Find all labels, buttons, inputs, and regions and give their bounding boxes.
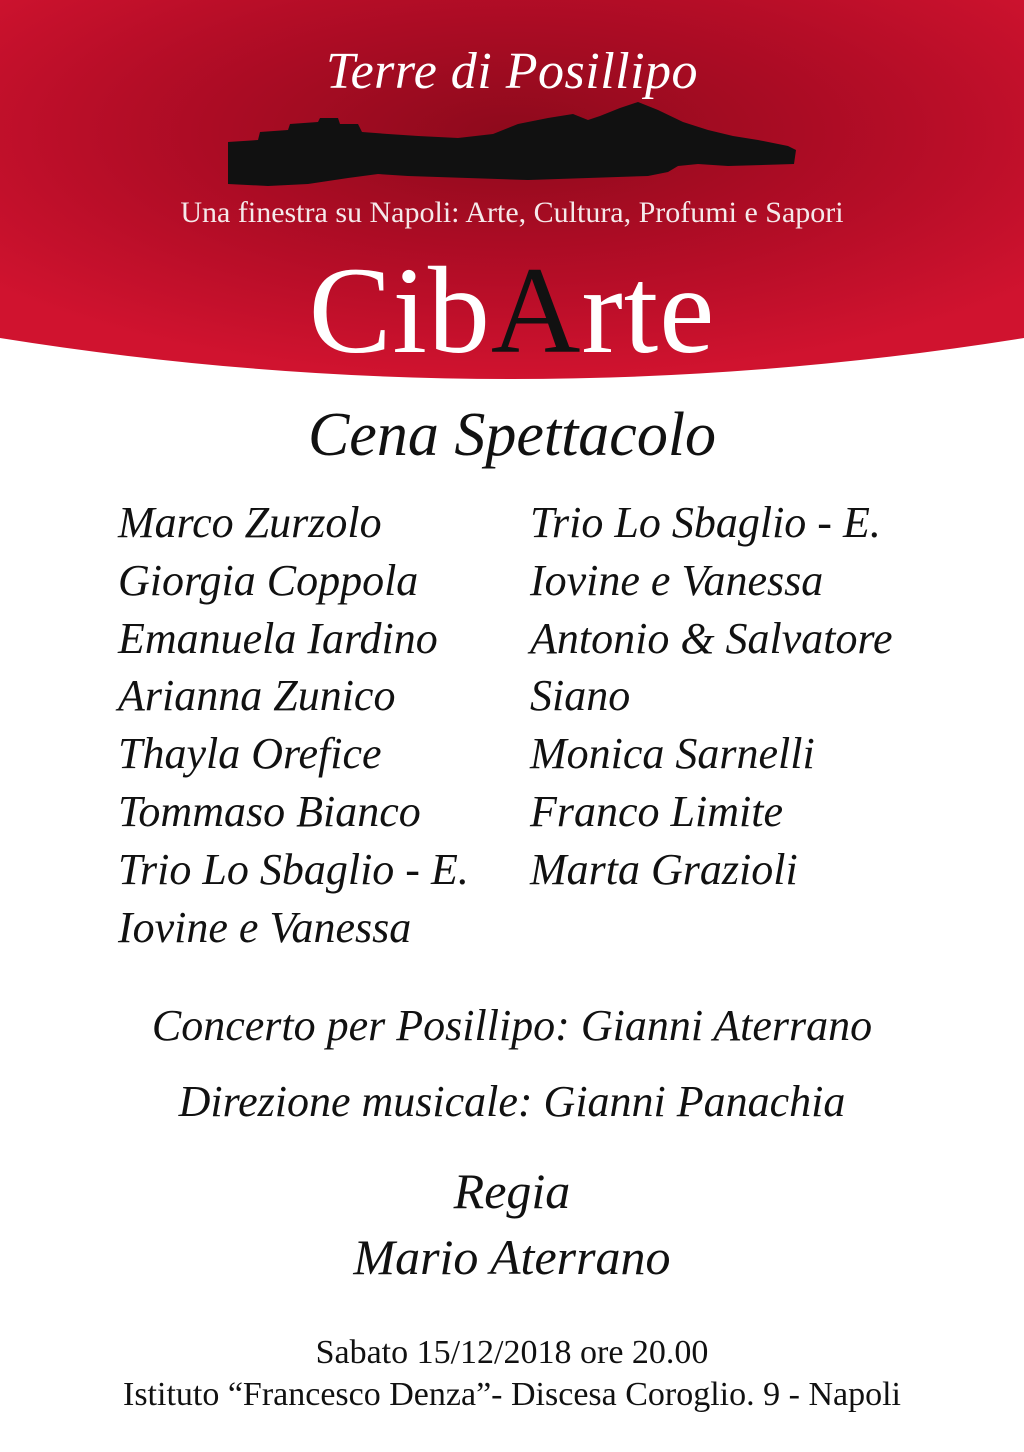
subtitle: Cena Spettacolo <box>307 401 717 469</box>
event-venue: Istituto “Francesco Denza”- Discesa Coroglio. 9 - Napoli <box>123 1376 901 1413</box>
performer-name: Giorgia Coppola <box>118 555 419 605</box>
performer-name: Tommaso Bianco <box>118 786 421 836</box>
performer-name: Arianna Zunico <box>118 671 396 721</box>
performers-left-column <box>118 494 518 956</box>
performer-name: Iovine e Vanessa <box>530 555 824 605</box>
performer-name: Marta Grazioli <box>530 844 798 894</box>
brand-title: Terre di Posillipo <box>325 43 699 100</box>
title-part-2: rte <box>581 242 716 379</box>
performer-name: Iovine e Vanessa <box>118 902 412 952</box>
performer-name: Trio Lo Sbaglio - E. <box>530 498 881 547</box>
performer-name: Siano <box>530 671 631 721</box>
performer-name: Emanuela Iardino <box>118 613 438 663</box>
performer-name: Franco Limite <box>530 786 783 836</box>
naples-skyline-silhouette-icon <box>228 102 796 188</box>
music-direction-line: Direzione musicale: Gianni Panachia <box>178 1077 846 1126</box>
event-title <box>0 242 1024 379</box>
performer-name: Monica Sarnelli <box>530 729 815 779</box>
regia-label: Regia <box>453 1163 571 1219</box>
performers-right-column <box>530 494 950 899</box>
performer-name: Antonio & Salvatore <box>530 613 893 663</box>
performer-name: Thayla Orefice <box>118 729 382 779</box>
event-date: Sabato 15/12/2018 ore 20.00 <box>315 1334 709 1371</box>
concert-line: Concerto per Posillipo: Gianni Aterrano <box>151 1001 873 1050</box>
performer-name: Trio Lo Sbaglio - E. <box>118 844 469 894</box>
title-accent-letter: A <box>490 242 582 379</box>
title-part-1: Cib <box>308 242 491 379</box>
tagline: Una finestra su Napoli: Arte, Cultura, Profumi e Sapori <box>180 196 844 229</box>
performer-name: Marco Zurzolo <box>118 498 382 547</box>
regia-name: Mario Aterrano <box>353 1229 671 1285</box>
